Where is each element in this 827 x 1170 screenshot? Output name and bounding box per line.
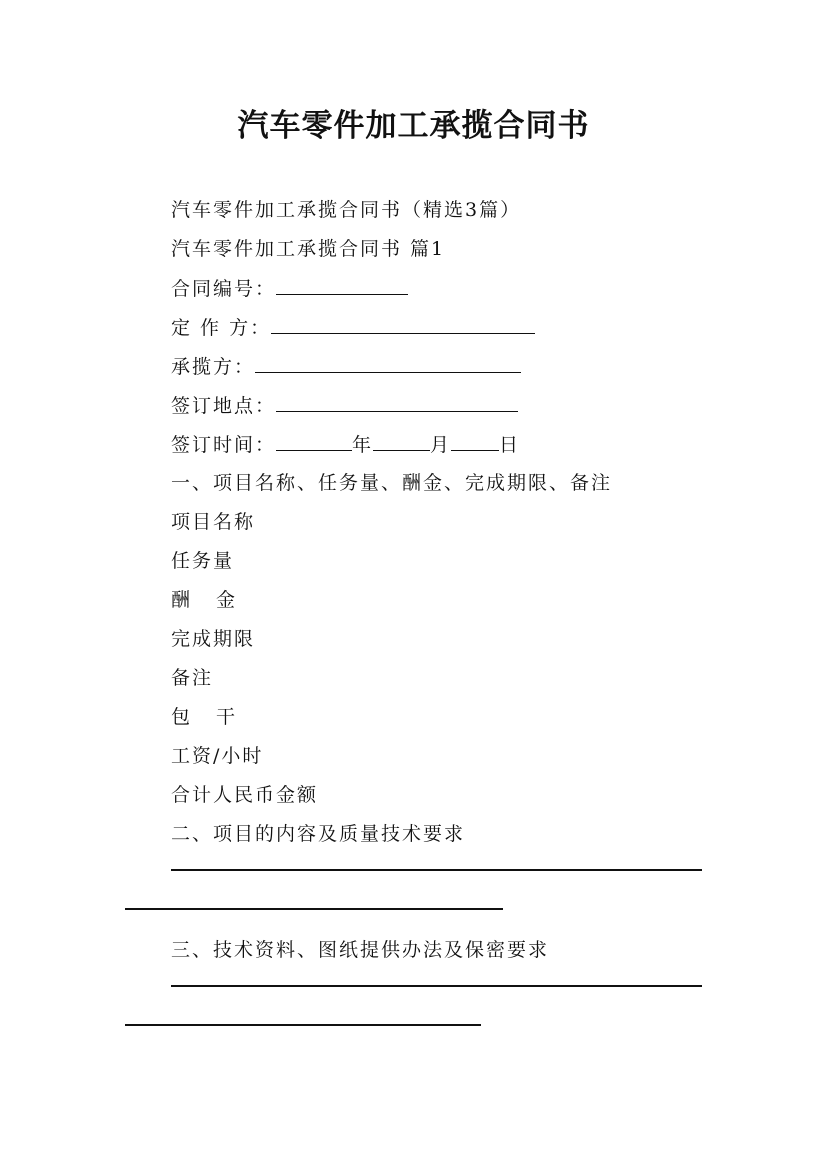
month-blank[interactable] bbox=[373, 432, 430, 451]
sign-place-label: 签订地点： bbox=[171, 395, 277, 417]
contractor-blank[interactable] bbox=[255, 354, 521, 373]
clause1-heading: 一、项目名称、任务量、酬金、完成期限、备注 bbox=[171, 472, 613, 494]
clause1-item: 备注 bbox=[171, 667, 214, 689]
clause2-heading: 二、项目的内容及质量技术要求 bbox=[171, 823, 466, 845]
document-title: 汽车零件加工承揽合同书 bbox=[237, 108, 590, 144]
contract-number-blank[interactable] bbox=[276, 276, 408, 295]
sign-place-blank[interactable] bbox=[276, 393, 518, 412]
year-blank[interactable] bbox=[276, 432, 352, 451]
clause1-item: 工资/小时 bbox=[171, 745, 264, 767]
clause3-blank-line-1[interactable] bbox=[171, 985, 702, 987]
day-label: 日 bbox=[499, 434, 521, 456]
sign-time-label: 签订时间： bbox=[171, 434, 277, 456]
clause2-blank-line-1[interactable] bbox=[171, 869, 702, 871]
clause1-item: 合计人民币金额 bbox=[171, 784, 319, 806]
clause1-item: 酬 金 bbox=[171, 589, 246, 611]
subtitle: 汽车零件加工承揽合同书（精选3篇） bbox=[171, 199, 522, 221]
maker-line bbox=[171, 315, 535, 340]
clause2-blank-line-2[interactable] bbox=[125, 908, 503, 910]
clause1-item: 完成期限 bbox=[171, 628, 256, 650]
year-label: 年 bbox=[352, 434, 374, 456]
clause1-item: 项目名称 bbox=[171, 511, 256, 533]
clause1-item: 包 干 bbox=[171, 706, 246, 728]
month-label: 月 bbox=[430, 434, 452, 456]
clause3-blank-line-2[interactable] bbox=[125, 1024, 481, 1026]
sign-place-line bbox=[171, 393, 518, 418]
day-blank[interactable] bbox=[451, 432, 499, 451]
sign-time-line bbox=[171, 432, 520, 457]
maker-label: 定 作 方： bbox=[171, 317, 272, 339]
maker-blank[interactable] bbox=[271, 315, 535, 334]
contract-number-label: 合同编号： bbox=[171, 278, 277, 300]
contractor-line bbox=[171, 354, 521, 379]
contractor-label: 承揽方： bbox=[171, 356, 256, 378]
clause3-heading: 三、技术资料、图纸提供办法及保密要求 bbox=[171, 939, 550, 961]
contract-number-line bbox=[171, 276, 408, 301]
clause1-item: 任务量 bbox=[171, 550, 235, 572]
section-heading: 汽车零件加工承揽合同书 篇1 bbox=[171, 238, 446, 260]
